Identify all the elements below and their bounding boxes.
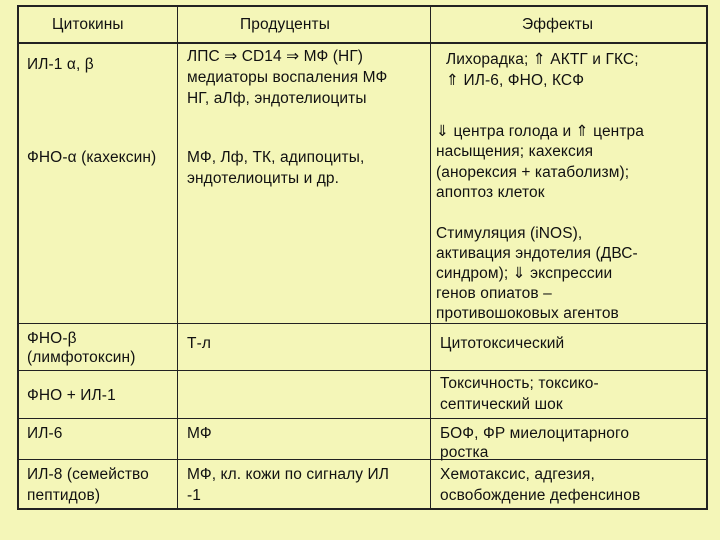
effect-text: синдром); ⇓ экспрессии (436, 265, 613, 282)
cytokine-cell: ФНО-α (кахексин) (27, 149, 157, 166)
cytokine-cell: ИЛ-1 α, β (27, 56, 94, 73)
cytokine-cell: пептидов) (27, 487, 101, 504)
producer-text: эндотелиоциты и др. (187, 170, 340, 187)
producer-text: Т-л (187, 335, 211, 352)
table-border-bottom (17, 508, 707, 510)
effect-text: Стимуляция (iNOS), (436, 225, 583, 242)
table-row-divider (17, 418, 707, 419)
table-border-left (17, 5, 19, 510)
effect-text: Хемотаксис, адгезия, (440, 466, 595, 483)
table-border-right (706, 5, 708, 510)
producer-text: МФ, Лф, ТК, адипоциты, (187, 149, 365, 166)
effect-text: БОФ, ФР миелоцитарного (440, 425, 630, 442)
producer-text: ЛПС ⇒ CD14 ⇒ МФ (НГ) (187, 48, 364, 65)
header-effects: Эффекты (522, 16, 594, 33)
effect-text: Цитотоксический (440, 335, 565, 352)
producer-text: медиаторы воспаления МФ (187, 69, 388, 86)
table-column-divider (430, 5, 431, 510)
effect-text: Токсичность; токсико- (440, 375, 599, 392)
effect-text: ростка (440, 444, 489, 461)
table-row-divider (17, 459, 707, 460)
effect-text: ⇓ центра голода и ⇑ центра (436, 123, 644, 140)
effect-text: септический шок (440, 396, 563, 413)
effect-text: насыщения; кахексия (436, 143, 594, 160)
cytokine-cell: ИЛ-6 (27, 425, 63, 442)
producer-text: МФ, кл. кожи по сигналу ИЛ (187, 466, 390, 483)
producer-text: МФ (187, 425, 212, 442)
effect-text: (анорексия + катаболизм); (436, 164, 630, 181)
producer-text: -1 (187, 487, 201, 504)
effect-text: противошоковых агентов (436, 305, 619, 322)
table-border-top (17, 5, 707, 7)
effect-text: апоптоз клеток (436, 184, 545, 201)
table-row-divider (17, 323, 707, 324)
table-header-divider (17, 42, 707, 44)
cytokine-cell: ИЛ-8 (семейство (27, 466, 149, 483)
effect-text: ⇑ ИЛ-6, ФНО, КСФ (446, 72, 585, 89)
cytokine-cell: (лимфотоксин) (27, 349, 136, 366)
cytokine-cell: ФНО + ИЛ-1 (27, 387, 116, 404)
effect-text: генов опиатов – (436, 285, 552, 302)
effect-text: освобождение дефенсинов (440, 487, 641, 504)
table-column-divider (177, 5, 178, 510)
header-producers: Продуценты (240, 16, 330, 33)
header-cytokines: Цитокины (52, 16, 124, 33)
producer-text: НГ, аЛф, эндотелиоциты (187, 90, 367, 107)
table-row-divider (17, 370, 707, 371)
cytokine-cell: ФНО-β (27, 330, 77, 347)
effect-text: активация эндотелия (ДВС- (436, 245, 638, 262)
effect-text: Лихорадка; ⇑ АКТГ и ГКС; (446, 51, 639, 68)
